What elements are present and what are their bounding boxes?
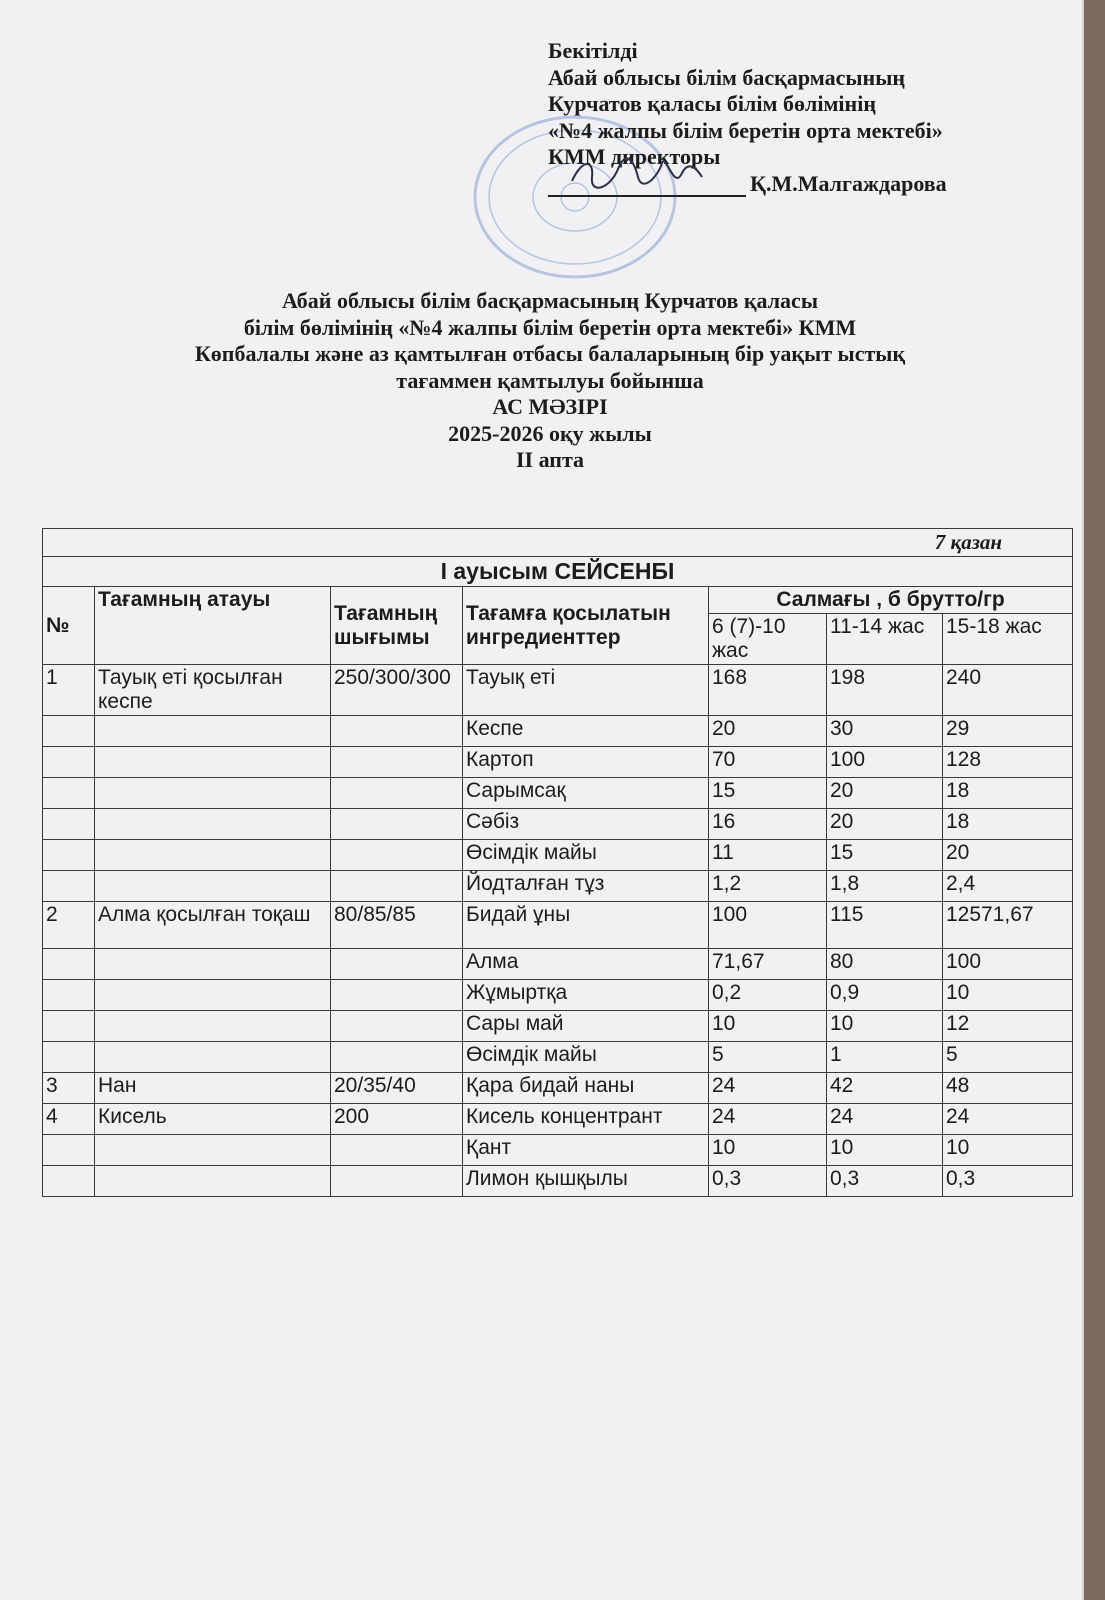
- row-weight-age2: 0,9: [827, 980, 943, 1011]
- row-ingredient: Кисель концентрант: [463, 1104, 709, 1135]
- row-weight-age1: 168: [709, 665, 827, 716]
- header-ingredients: Тағамға қосылатын ингредиенттер: [463, 587, 709, 665]
- row-weight-age3: 12571,67: [943, 902, 1073, 949]
- row-weight-age1: 0,2: [709, 980, 827, 1011]
- row-weight-age1: 5: [709, 1042, 827, 1073]
- header-dish: Тағамның атауы: [95, 587, 331, 665]
- row-number: [43, 871, 95, 902]
- row-weight-age3: 0,3: [943, 1166, 1073, 1197]
- row-number: [43, 949, 95, 980]
- table-row: [43, 747, 1073, 778]
- row-dish: [95, 1011, 331, 1042]
- row-weight-age2: 10: [827, 1135, 943, 1166]
- header-age-group-3: 15-18 жас: [943, 614, 1073, 665]
- row-ingredient: Бидай ұны: [463, 902, 709, 949]
- row-output: [331, 980, 463, 1011]
- row-weight-age3: 18: [943, 809, 1073, 840]
- row-number: [43, 809, 95, 840]
- title-line: АС МӘЗІРІ: [492, 394, 608, 419]
- row-number: 4: [43, 1104, 95, 1135]
- row-ingredient: Сарымсақ: [463, 778, 709, 809]
- row-output: [331, 1135, 463, 1166]
- row-ingredient: Лимон қышқылы: [463, 1166, 709, 1197]
- row-weight-age1: 70: [709, 747, 827, 778]
- row-ingredient: Сәбіз: [463, 809, 709, 840]
- row-weight-age1: 100: [709, 902, 827, 949]
- approval-line: КММ директоры: [548, 144, 721, 169]
- row-number: [43, 1042, 95, 1073]
- row-dish: Тауық еті қосылған кеспе: [95, 665, 331, 716]
- row-weight-age2: 42: [827, 1073, 943, 1104]
- row-output: [331, 1011, 463, 1042]
- row-weight-age2: 30: [827, 716, 943, 747]
- row-output: [331, 840, 463, 871]
- header-output: Тағамның шығымы: [331, 587, 463, 665]
- row-weight-age3: 12: [943, 1011, 1073, 1042]
- row-number: [43, 1135, 95, 1166]
- row-weight-age1: 10: [709, 1135, 827, 1166]
- table-row: [43, 1042, 1073, 1073]
- row-weight-age3: 10: [943, 980, 1073, 1011]
- row-weight-age2: 20: [827, 778, 943, 809]
- row-dish: [95, 980, 331, 1011]
- row-weight-age3: 5: [943, 1042, 1073, 1073]
- signature-row: [548, 171, 1068, 198]
- row-output: [331, 716, 463, 747]
- row-output: [331, 747, 463, 778]
- table-row: [43, 1073, 1073, 1104]
- row-weight-age1: 10: [709, 1011, 827, 1042]
- row-ingredient: Сары май: [463, 1011, 709, 1042]
- row-dish: [95, 778, 331, 809]
- row-ingredient: Қара бидай наны: [463, 1073, 709, 1104]
- row-dish: [95, 1166, 331, 1197]
- header-number: №: [43, 587, 95, 665]
- row-output: [331, 809, 463, 840]
- signature-icon: [562, 147, 712, 197]
- row-output: 80/85/85: [331, 902, 463, 949]
- row-weight-age1: 15: [709, 778, 827, 809]
- menu-table: [42, 528, 1073, 1197]
- row-dish: [95, 716, 331, 747]
- row-ingredient: Жұмыртқа: [463, 980, 709, 1011]
- row-output: 250/300/300: [331, 665, 463, 716]
- row-weight-age1: 24: [709, 1104, 827, 1135]
- row-weight-age2: 0,3: [827, 1166, 943, 1197]
- title-line: білім бөлімінің «№4 жалпы білім беретін орта мектебі» КММ: [243, 314, 857, 340]
- row-number: 2: [43, 902, 95, 949]
- title-line: Көпбалалы және аз қамтылған отбасы балаларының бір уақыт ыстық: [194, 341, 906, 366]
- title-line: Абай облысы білім басқармасының Курчатов қаласы: [282, 288, 818, 313]
- row-output: [331, 778, 463, 809]
- date-label: 7 қазан: [43, 529, 1073, 557]
- row-weight-age3: 24: [943, 1104, 1073, 1135]
- row-output: [331, 871, 463, 902]
- row-number: [43, 747, 95, 778]
- signature-line: [548, 173, 746, 197]
- row-weight-age1: 11: [709, 840, 827, 871]
- table-row: [43, 1166, 1073, 1197]
- row-weight-age2: 15: [827, 840, 943, 871]
- table-row: [43, 1104, 1073, 1135]
- table-row: [43, 902, 1073, 949]
- row-weight-age2: 1,8: [827, 871, 943, 902]
- signer-name: Қ.М.Малгаждарова: [750, 170, 947, 196]
- row-weight-age1: 16: [709, 809, 827, 840]
- row-weight-age2: 80: [827, 949, 943, 980]
- approval-block: [548, 38, 1068, 197]
- row-weight-age1: 24: [709, 1073, 827, 1104]
- row-weight-age2: 10: [827, 1011, 943, 1042]
- table-row: [43, 840, 1073, 871]
- header-age-group-2: 11-14 жас: [827, 614, 943, 665]
- row-number: [43, 840, 95, 871]
- table-row: [43, 1011, 1073, 1042]
- row-output: [331, 1042, 463, 1073]
- row-weight-age3: 2,4: [943, 871, 1073, 902]
- row-weight-age2: 1: [827, 1042, 943, 1073]
- title-line: 2025-2026 оқу жылы: [448, 420, 652, 446]
- table-row: [43, 809, 1073, 840]
- table-row: [43, 665, 1073, 716]
- row-weight-age2: 100: [827, 747, 943, 778]
- row-dish: [95, 840, 331, 871]
- row-weight-age3: 128: [943, 747, 1073, 778]
- row-dish: [95, 1135, 331, 1166]
- table-row: [43, 980, 1073, 1011]
- row-weight-age2: 20: [827, 809, 943, 840]
- row-number: [43, 1011, 95, 1042]
- table-row: [43, 871, 1073, 902]
- row-ingredient: Қант: [463, 1135, 709, 1166]
- row-weight-age3: 29: [943, 716, 1073, 747]
- row-ingredient: Йодталған тұз: [463, 871, 709, 902]
- row-number: 3: [43, 1073, 95, 1104]
- row-weight-age2: 115: [827, 902, 943, 949]
- approval-line: Абай облысы білім басқармасының: [548, 64, 906, 90]
- row-dish: Алма қосылған тоқаш: [95, 902, 331, 949]
- row-number: [43, 1166, 95, 1197]
- row-ingredient: Өсімдік майы: [463, 840, 709, 871]
- row-weight-age3: 20: [943, 840, 1073, 871]
- row-number: [43, 980, 95, 1011]
- table-row: [43, 716, 1073, 747]
- row-weight-age3: 48: [943, 1073, 1073, 1104]
- row-output: [331, 1166, 463, 1197]
- row-ingredient: Өсімдік майы: [463, 1042, 709, 1073]
- row-weight-age1: 1,2: [709, 871, 827, 902]
- row-weight-age1: 71,67: [709, 949, 827, 980]
- row-weight-age2: 24: [827, 1104, 943, 1135]
- row-weight-age3: 240: [943, 665, 1073, 716]
- approval-line: Бекітілді: [548, 38, 638, 63]
- row-dish: [95, 1042, 331, 1073]
- row-dish: [95, 871, 331, 902]
- row-ingredient: Кеспе: [463, 716, 709, 747]
- row-weight-age1: 20: [709, 716, 827, 747]
- row-output: [331, 949, 463, 980]
- shift-title: І ауысым СЕЙСЕНБІ: [43, 557, 1073, 587]
- row-weight-age3: 100: [943, 949, 1073, 980]
- document-title-block: [50, 288, 1050, 474]
- row-weight-age3: 10: [943, 1135, 1073, 1166]
- row-ingredient: Картоп: [463, 747, 709, 778]
- row-output: 20/35/40: [331, 1073, 463, 1104]
- row-weight-age3: 18: [943, 778, 1073, 809]
- title-line: тағаммен қамтылуы бойынша: [396, 367, 704, 393]
- row-dish: [95, 809, 331, 840]
- approval-line: «№4 жалпы білім беретін орта мектебі»: [548, 117, 943, 143]
- approval-line: Курчатов қаласы білім бөлімінің: [548, 91, 877, 116]
- table-row: [43, 1135, 1073, 1166]
- row-weight-age2: 198: [827, 665, 943, 716]
- row-dish: [95, 747, 331, 778]
- table-row: [43, 949, 1073, 980]
- table-row: [43, 778, 1073, 809]
- row-dish: [95, 949, 331, 980]
- row-ingredient: Алма: [463, 949, 709, 980]
- row-dish: Кисель: [95, 1104, 331, 1135]
- header-age-group-1: 6 (7)-10 жас: [709, 614, 827, 665]
- row-dish: Нан: [95, 1073, 331, 1104]
- row-number: [43, 778, 95, 809]
- title-line: II апта: [515, 447, 585, 472]
- row-ingredient: Тауық еті: [463, 665, 709, 716]
- header-weight: Салмағы , б брутто/гр: [709, 587, 1073, 614]
- row-number: 1: [43, 665, 95, 716]
- row-output: 200: [331, 1104, 463, 1135]
- row-number: [43, 716, 95, 747]
- row-weight-age1: 0,3: [709, 1166, 827, 1197]
